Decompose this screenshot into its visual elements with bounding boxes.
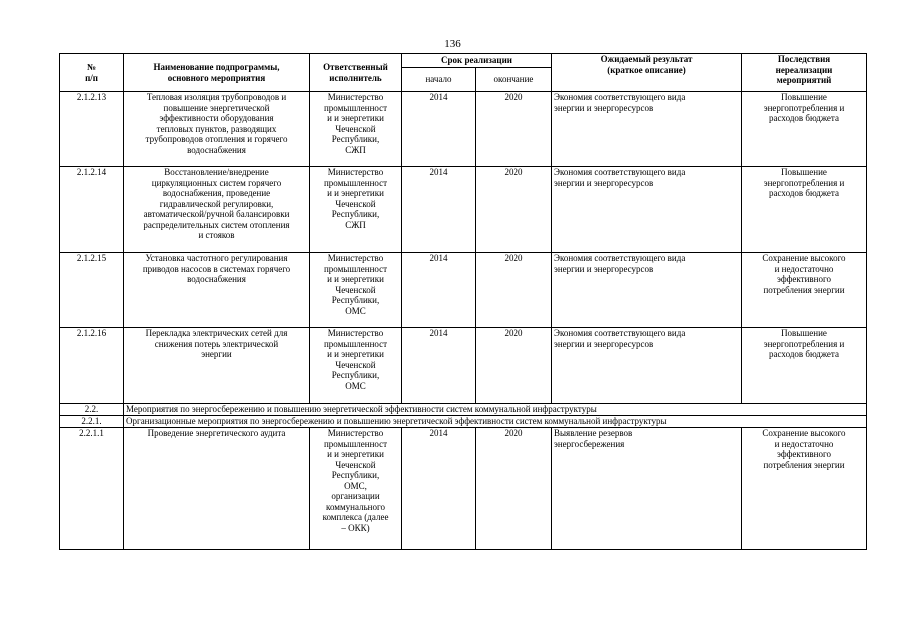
row-num: 2.1.2.13 bbox=[60, 92, 124, 167]
header-period: Срок реализации bbox=[402, 54, 552, 68]
row-num: 2.1.2.15 bbox=[60, 253, 124, 328]
section-title: Мероприятия по энергосбережению и повышению энергетической эффективности систем коммунальной инфраструктуры bbox=[124, 404, 867, 416]
row-start: 2014 bbox=[402, 428, 476, 550]
row-num: 2.2.1.1 bbox=[60, 428, 124, 550]
section-row bbox=[60, 416, 867, 428]
header-name: Наименование подпрограммы, основного мероприятия bbox=[124, 54, 310, 92]
row-consequences: Повышение энергопотребления и расходов бюджета bbox=[742, 92, 867, 167]
row-responsible: Министерство промышленност и и энергетики Чеченской Республики, СЖП bbox=[310, 92, 402, 167]
row-num: 2.1.2.14 bbox=[60, 167, 124, 253]
table-row bbox=[60, 167, 867, 253]
row-name: Тепловая изоляция трубопроводов и повышение энергетической эффективности оборудования тепловых пунктов, разводящих трубопроводов отопления и горячего водоснабжения bbox=[124, 92, 310, 167]
row-result: Выявление резервов энергосбережения bbox=[552, 428, 742, 550]
header-responsible: Ответственный исполнитель bbox=[310, 54, 402, 92]
table-row bbox=[60, 328, 867, 404]
row-name: Установка частотного регулирования приводов насосов в системах горячего водоснабжения bbox=[124, 253, 310, 328]
header-end: окончание bbox=[476, 68, 552, 92]
row-start: 2014 bbox=[402, 92, 476, 167]
row-end: 2020 bbox=[476, 92, 552, 167]
row-end: 2020 bbox=[476, 167, 552, 253]
header-start: начало bbox=[402, 68, 476, 92]
program-table bbox=[59, 53, 867, 550]
row-consequences: Сохранение высокого и недостаточно эффективного потребления энергии bbox=[742, 253, 867, 328]
row-result: Экономия соответствующего вида энергии и энергоресурсов bbox=[552, 92, 742, 167]
row-responsible: Министерство промышленност и и энергетики Чеченской Республики, ОМС, организации коммунального комплекса (далее – ОКК) bbox=[310, 428, 402, 550]
row-result: Экономия соответствующего вида энергии и энергоресурсов bbox=[552, 328, 742, 404]
section-num: 2.2.1. bbox=[60, 416, 124, 428]
table-row bbox=[60, 253, 867, 328]
row-name: Восстановление/внедрение циркуляционных систем горячего водоснабжения, проведение гидравлической регулировки, автоматической/ручной балансировки распределительных систем отопления и стояков bbox=[124, 167, 310, 253]
row-responsible: Министерство промышленност и и энергетики Чеченской Республики, ОМС bbox=[310, 328, 402, 404]
header-consequences: Последствия нереализации мероприятий bbox=[742, 54, 867, 92]
header-num: № п/п bbox=[60, 54, 124, 92]
row-responsible: Министерство промышленност и и энергетики Чеченской Республики, ОМС bbox=[310, 253, 402, 328]
row-result: Экономия соответствующего вида энергии и энергоресурсов bbox=[552, 253, 742, 328]
row-end: 2020 bbox=[476, 328, 552, 404]
page-number: 136 bbox=[444, 38, 461, 50]
row-start: 2014 bbox=[402, 253, 476, 328]
row-end: 2020 bbox=[476, 428, 552, 550]
row-end: 2020 bbox=[476, 253, 552, 328]
row-name: Проведение энергетического аудита bbox=[124, 428, 310, 550]
section-row bbox=[60, 404, 867, 416]
row-start: 2014 bbox=[402, 167, 476, 253]
header-result: Ожидаемый результат (краткое описание) bbox=[552, 54, 742, 92]
section-num: 2.2. bbox=[60, 404, 124, 416]
row-result: Экономия соответствующего вида энергии и энергоресурсов bbox=[552, 167, 742, 253]
row-consequences: Повышение энергопотребления и расходов бюджета bbox=[742, 167, 867, 253]
section-title: Организационные мероприятия по энергосбережению и повышению энергетической эффективности систем коммунальной инфраструктуры bbox=[124, 416, 867, 428]
row-num: 2.1.2.16 bbox=[60, 328, 124, 404]
row-name: Перекладка электрических сетей для снижения потерь электрической энергии bbox=[124, 328, 310, 404]
table-row bbox=[60, 92, 867, 167]
row-responsible: Министерство промышленност и и энергетики Чеченской Республики, СЖП bbox=[310, 167, 402, 253]
row-consequences: Сохранение высокого и недостаточно эффективного потребления энергии bbox=[742, 428, 867, 550]
row-start: 2014 bbox=[402, 328, 476, 404]
table-row bbox=[60, 428, 867, 550]
row-consequences: Повышение энергопотребления и расходов бюджета bbox=[742, 328, 867, 404]
